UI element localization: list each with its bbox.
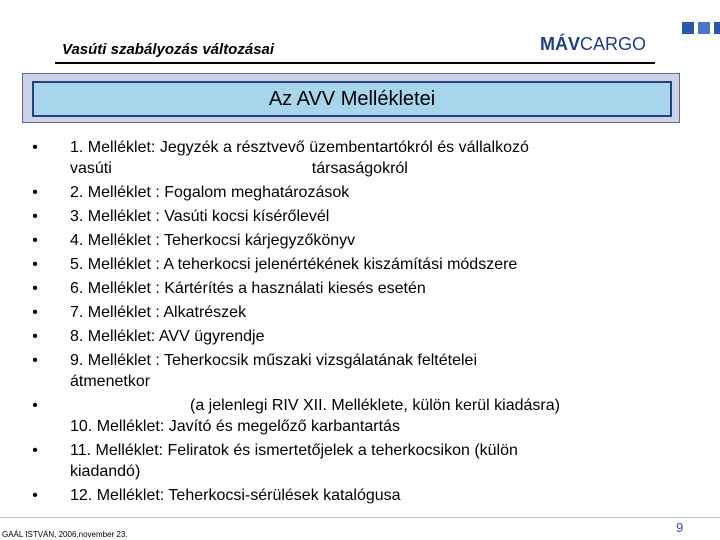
bullet-icon: • [32,487,38,504]
header-divider [55,62,655,64]
slide-header-title: Vasúti szabályozás változásai [62,41,275,58]
list-item-text: (a jelenlegi RIV XII. Melléklete, külön kerül kiadásra) [190,397,560,414]
section-banner-inner [32,81,672,117]
list-item-text-cont [70,158,708,179]
list-item-text: 9. Melléklet : Teherkocsik műszaki vizsgálatának feltételei [70,352,477,369]
bullet-icon: • [32,328,38,345]
logo-squares-icon [682,22,720,34]
bullet-icon: • [32,304,38,321]
bullet-icon: • [32,442,38,459]
list-item-text: 3. Melléklet : Vasúti kocsi kísérőlevél [70,208,330,225]
list-item [28,350,708,392]
list-item-text-part: vasúti [70,160,112,177]
list-item-text-cont: kiadandó) [70,463,141,480]
bullet-icon: • [32,256,38,273]
mavcargo-logo [540,20,712,56]
list-item-text: 12. Melléklet: Teherkocsi-sérülések katalógusa [70,487,401,504]
list-item [28,326,708,347]
bullet-icon: • [32,139,38,156]
list-item [28,182,708,203]
bullet-icon: • [32,397,38,414]
logo-wordmark [540,34,646,55]
footer-divider [0,517,720,518]
list-item-text-cont: 10. Melléklet: Javító és megelőző karbantartás [70,418,400,435]
list-item-text: 8. Melléklet: AVV ügyrendje [70,328,265,345]
list-item-text-cont: átmenetkor [70,373,151,390]
list-item [28,395,708,437]
list-item-text: 5. Melléklet : A teherkocsi jelenértékének kiszámítási módszere [70,256,518,273]
annex-list [28,137,708,509]
bullet-icon: • [32,352,38,369]
list-item [28,254,708,275]
list-item-text: 6. Melléklet : Kártérítés a használati kiesés esetén [70,280,426,297]
list-item [28,230,708,251]
list-item [28,206,708,227]
bullet-icon: • [32,184,38,201]
list-item-text: 2. Melléklet : Fogalom meghatározások [70,184,350,201]
section-banner [22,73,680,123]
list-item [28,485,708,506]
list-item [28,302,708,323]
bullet-icon: • [32,280,38,297]
footer-author: GAÁL ISTVÁN, 2006.november 23. [2,530,128,539]
logo-cargo-text: CARGO [580,34,647,54]
list-item-text-part: társaságokról [311,160,408,177]
section-title: Az AVV Mellékletei [268,87,436,110]
list-item-text: 11. Melléklet: Feliratok és ismertetőjelek a teherkocsikon (külön [70,442,518,459]
list-item [28,278,708,299]
bullet-icon: • [32,232,38,249]
list-item [28,137,708,179]
logo-mav-text: MÁV [540,34,580,54]
list-item-text: 4. Melléklet : Teherkocsi kárjegyzőkönyv [70,232,356,249]
list-item-text: 1. Melléklet: Jegyzék a résztvevő üzembentartókról és vállalkozó [70,139,529,156]
bullet-icon: • [32,208,38,225]
page-number: 9 [676,520,684,535]
list-item [28,440,708,482]
list-item-text: 7. Melléklet : Alkatrészek [70,304,247,321]
